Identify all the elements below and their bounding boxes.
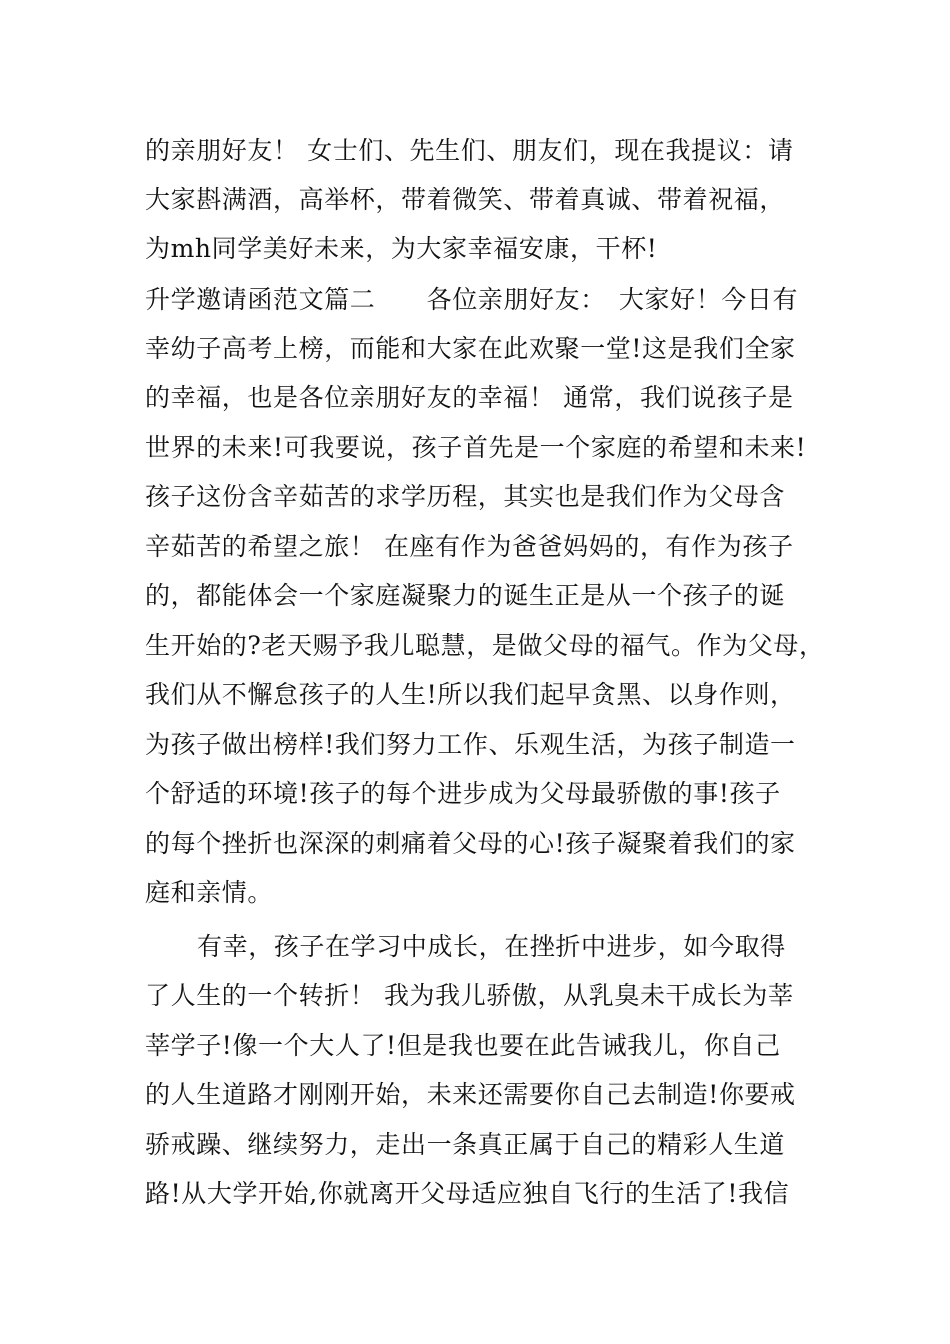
text-line: 个舒适的环境!孩子的每个进步成为父母最骄傲的事!孩子 bbox=[145, 779, 781, 808]
text-line: 莘学子!像一个大人了!但是我也要在此告诫我儿，你自己 bbox=[145, 1031, 781, 1060]
text-line: 路!从大学开始,你就离开父母适应独自飞行的生活了!我信 bbox=[145, 1179, 790, 1208]
text-line: 的幸福，也是各位亲朋好友的幸福！ 通常，我们说孩子是 bbox=[145, 383, 794, 412]
text-line: 大家斟满酒，高举杯，带着微笑、带着真诚、带着祝福， bbox=[145, 185, 786, 214]
text-line: 的每个挫折也深深的刺痛着父母的心!孩子凝聚着我们的家 bbox=[145, 829, 796, 858]
text-line: 的，都能体会一个家庭凝聚力的诞生正是从一个孩子的诞 bbox=[145, 581, 786, 610]
text-line: 生开始的?老天赐予我儿聪慧，是做父母的福气。作为父母， bbox=[145, 631, 825, 660]
text-line: 庭和亲情。 bbox=[145, 878, 274, 907]
text-line: 为mh同学美好未来，为大家幸福安康，干杯! bbox=[145, 234, 658, 263]
section-heading-line: 升学邀请函范文篇二 各位亲朋好友： 大家好！今日有 bbox=[145, 285, 799, 314]
text-line: 的人生道路才刚刚开始，未来还需要你自己去制造!你要戒 bbox=[145, 1080, 796, 1109]
text-line: 我们从不懈怠孩子的人生!所以我们起早贪黑、以身作则， bbox=[145, 680, 796, 709]
paragraph-first-line: 有幸，孩子在学习中成长，在挫折中进步，如今取得 bbox=[197, 932, 786, 961]
text-line: 世界的未来!可我要说，孩子首先是一个家庭的希望和未来! bbox=[145, 433, 807, 462]
text-line: 了人生的一个转折！ 我为我儿骄傲，从乳臭未干成长为莘 bbox=[145, 981, 794, 1010]
text-line: 幸幼子高考上榜，而能和大家在此欢聚一堂!这是我们全家 bbox=[145, 334, 796, 363]
text-line: 为孩子做出榜样!我们努力工作、乐观生活，为孩子制造一 bbox=[145, 730, 796, 759]
text-line: 孩子这份含辛茹苦的求学历程，其实也是我们作为父母含 bbox=[145, 482, 786, 511]
text-line: 骄戒躁、继续努力，走出一条真正属于自己的精彩人生道 bbox=[145, 1130, 786, 1159]
text-line: 的亲朋好友！ 女士们、先生们、朋友们，现在我提议：请 bbox=[145, 136, 794, 165]
text-line: 辛茹苦的希望之旅！ 在座有作为爸爸妈妈的，有作为孩子 bbox=[145, 532, 794, 561]
